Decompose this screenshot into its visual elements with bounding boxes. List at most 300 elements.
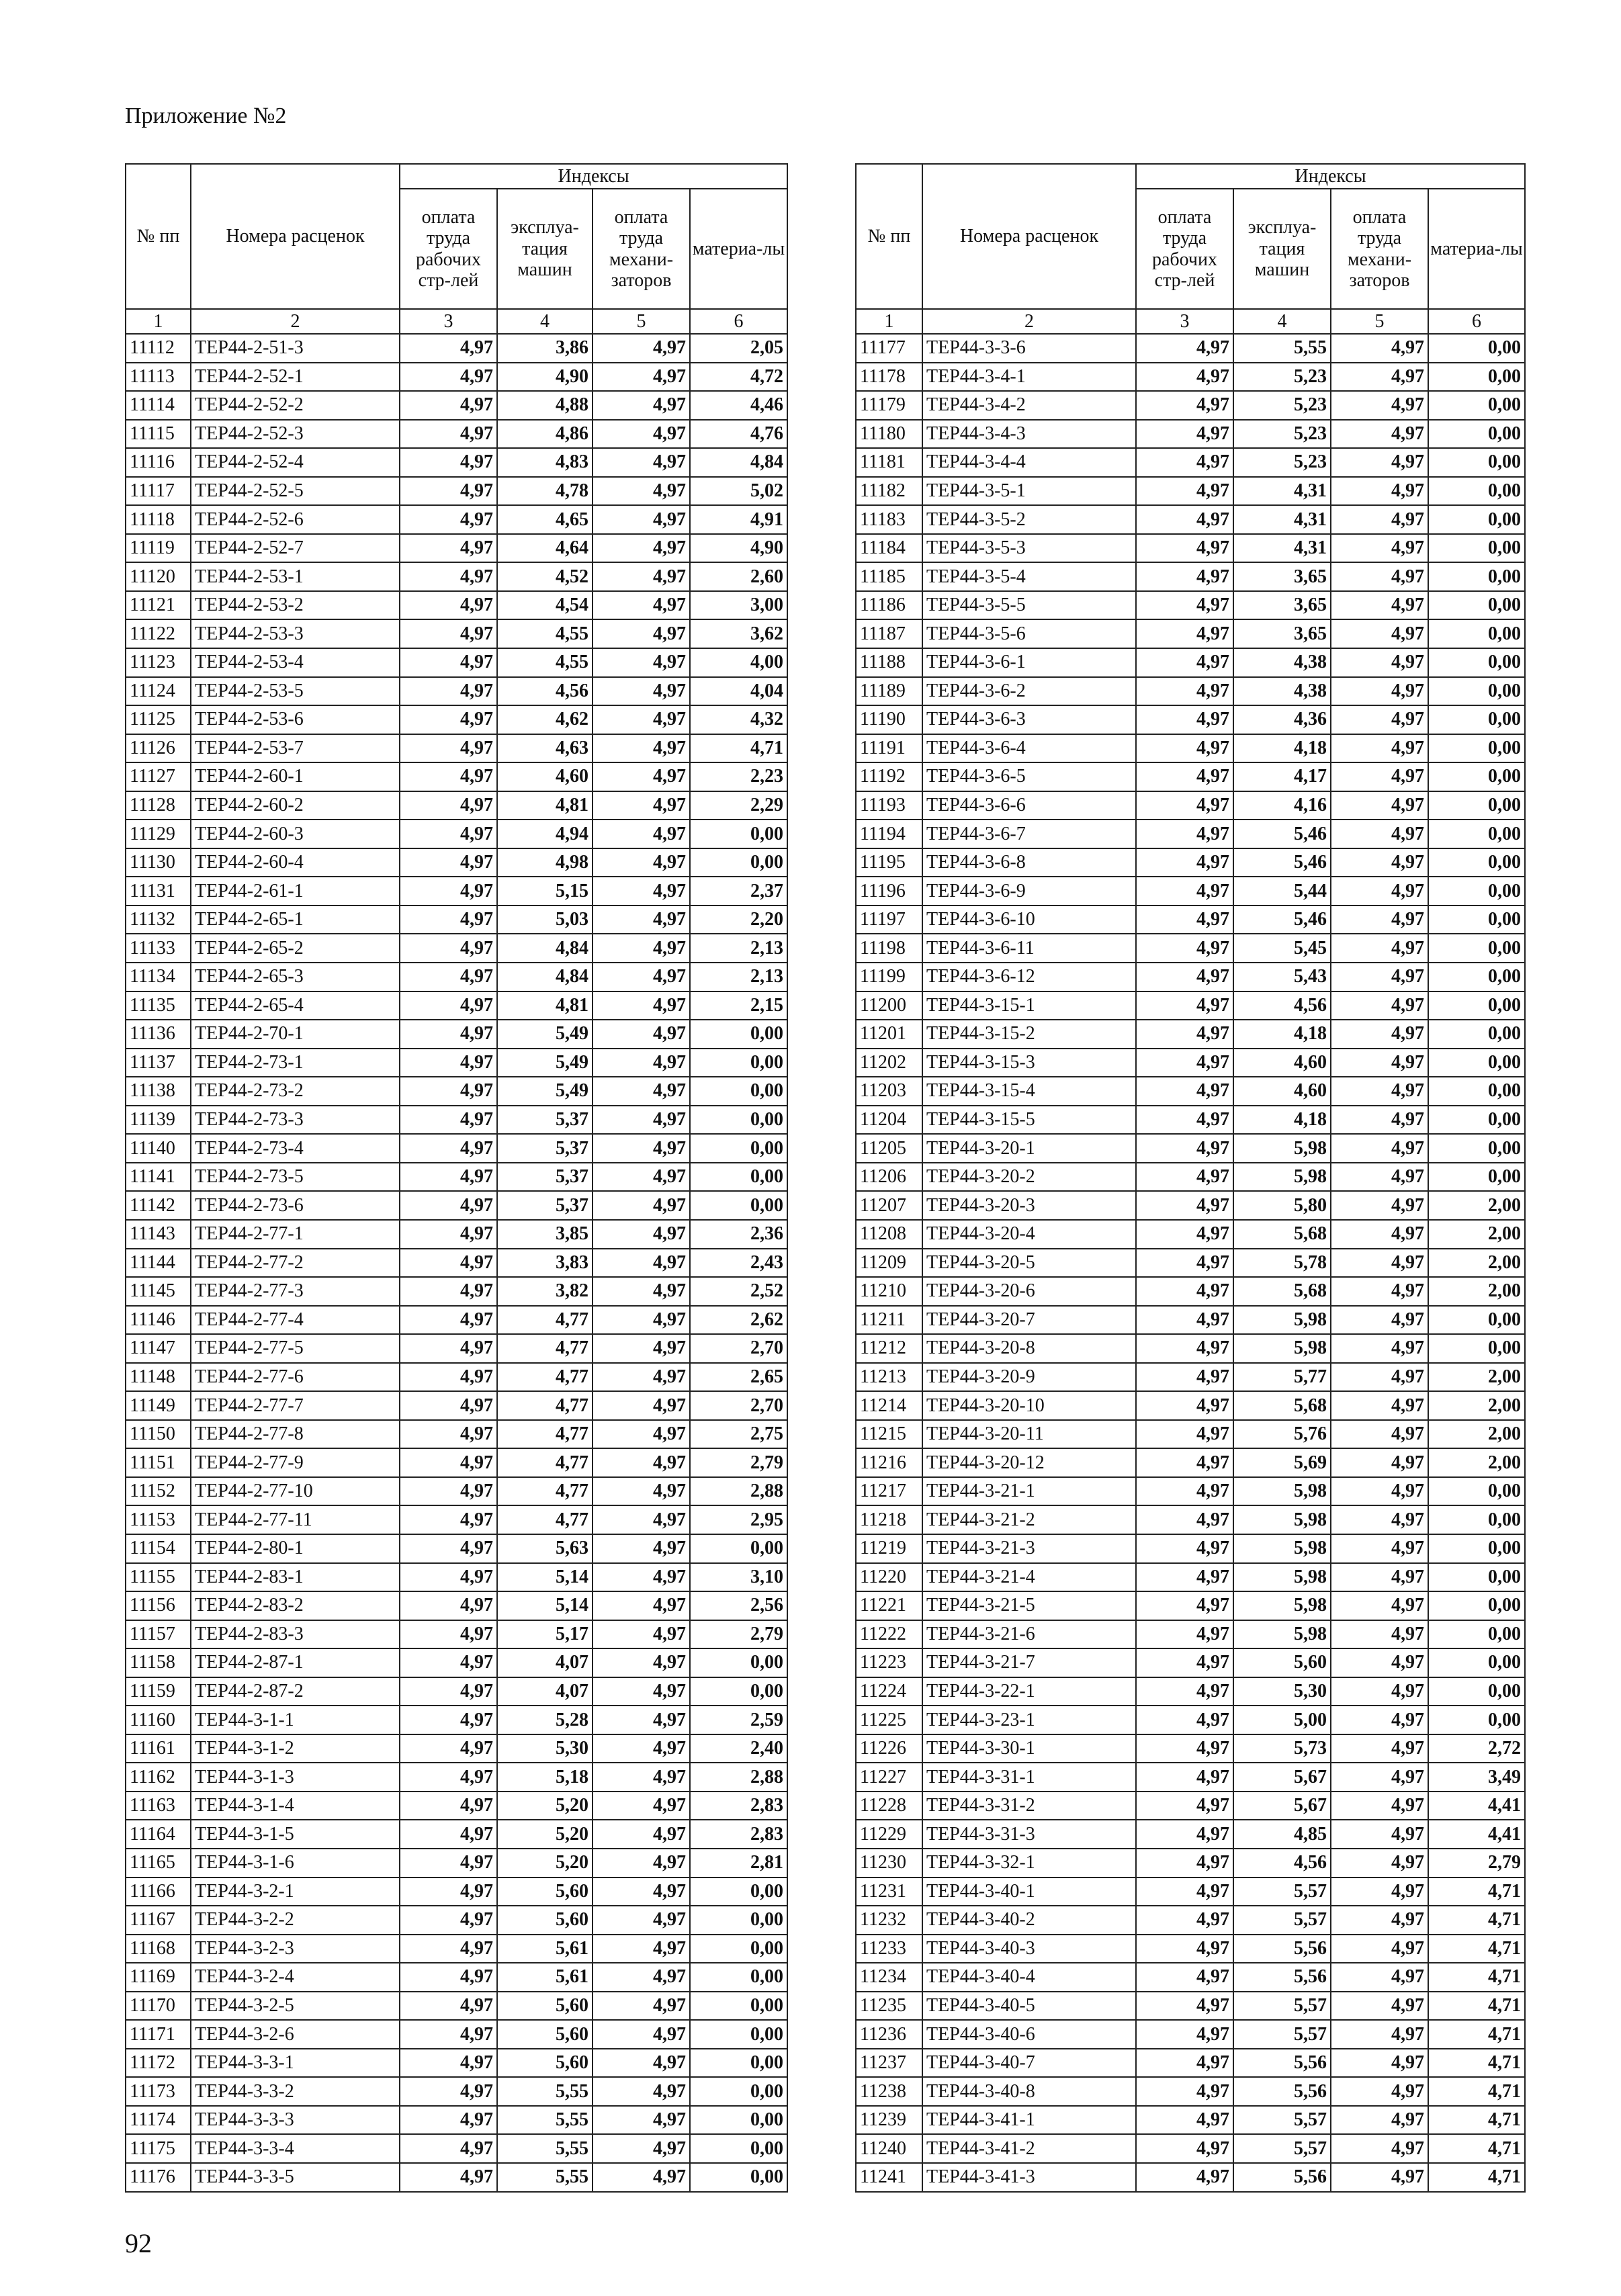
machines-index: 4,77 [497, 1363, 593, 1392]
rate-code: ТЕР44-3-41-3 [922, 2163, 1136, 2192]
rate-code: ТЕР44-3-20-1 [922, 1134, 1136, 1163]
rate-code: ТЕР44-2-52-2 [191, 391, 400, 420]
materials-index: 4,71 [1428, 1935, 1525, 1963]
table-row [126, 1820, 787, 1849]
table-row [126, 2077, 787, 2106]
machines-index: 5,00 [1233, 1706, 1331, 1734]
column-number: 2 [191, 309, 400, 334]
row-number: 11147 [126, 1334, 191, 1363]
materials-index: 0,00 [1428, 734, 1525, 763]
table-row [856, 1648, 1525, 1677]
table-row [126, 991, 787, 1020]
rate-code: ТЕР44-3-5-3 [922, 534, 1136, 563]
labor-index: 4,97 [400, 791, 497, 820]
operators-index: 4,97 [1331, 1306, 1428, 1335]
rate-code: ТЕР44-3-31-1 [922, 1763, 1136, 1792]
labor-index: 4,97 [1136, 1306, 1233, 1335]
labor-index: 4,97 [1136, 1591, 1233, 1620]
table-row [856, 1249, 1525, 1278]
rate-code: ТЕР44-2-77-9 [191, 1448, 400, 1477]
table-row [126, 2049, 787, 2078]
machines-index: 5,98 [1233, 1334, 1331, 1363]
materials-index: 0,00 [690, 1935, 787, 1963]
row-number: 11241 [856, 2163, 922, 2192]
labor-index: 4,97 [400, 1249, 497, 1278]
row-number: 11112 [126, 334, 191, 363]
table-row [126, 1620, 787, 1649]
row-number: 11194 [856, 820, 922, 848]
materials-index: 0,00 [1428, 820, 1525, 848]
materials-index: 0,00 [1428, 562, 1525, 591]
table-row [126, 1992, 787, 2021]
operators-index: 4,97 [593, 1792, 690, 1820]
operators-index: 4,97 [593, 1878, 690, 1906]
operators-index: 4,97 [593, 877, 690, 906]
operators-index: 4,97 [1331, 1134, 1428, 1163]
machines-index: 5,68 [1233, 1391, 1331, 1420]
rate-code: ТЕР44-3-1-3 [191, 1763, 400, 1792]
table-row [126, 734, 787, 763]
rate-code: ТЕР44-3-2-5 [191, 1992, 400, 2021]
operators-index: 4,97 [1331, 963, 1428, 991]
operators-index: 4,97 [593, 1391, 690, 1420]
rate-code: ТЕР44-3-40-5 [922, 1992, 1136, 2021]
rate-code: ТЕР44-2-77-2 [191, 1249, 400, 1278]
row-number: 11182 [856, 477, 922, 506]
row-number: 11204 [856, 1106, 922, 1135]
table-row [126, 505, 787, 534]
row-number: 11209 [856, 1249, 922, 1278]
operators-index: 4,97 [593, 1820, 690, 1849]
rate-code: ТЕР44-3-41-1 [922, 2106, 1136, 2135]
row-number: 11130 [126, 848, 191, 877]
rate-code: ТЕР44-2-73-6 [191, 1191, 400, 1220]
table-row [856, 1820, 1525, 1849]
materials-index: 0,00 [1428, 1049, 1525, 1077]
table-row [126, 1591, 787, 1620]
materials-index: 0,00 [1428, 334, 1525, 363]
machines-index: 5,23 [1233, 420, 1331, 449]
machines-index: 5,55 [497, 2077, 593, 2106]
row-number: 11126 [126, 734, 191, 763]
table-row [126, 762, 787, 791]
labor-index: 4,97 [400, 1106, 497, 1135]
table-row [126, 1763, 787, 1792]
materials-index: 0,00 [1428, 963, 1525, 991]
rate-code: ТЕР44-3-6-8 [922, 848, 1136, 877]
machines-index: 4,38 [1233, 677, 1331, 706]
operators-index: 4,97 [1331, 1163, 1428, 1192]
machines-index: 5,60 [497, 2020, 593, 2049]
table-row [856, 1734, 1525, 1763]
materials-index: 0,00 [690, 1963, 787, 1992]
table-row [126, 791, 787, 820]
row-number: 11139 [126, 1106, 191, 1135]
materials-index: 0,00 [1428, 1677, 1525, 1706]
table-row [856, 1448, 1525, 1477]
operators-index: 4,97 [1331, 1448, 1428, 1477]
materials-index: 2,95 [690, 1505, 787, 1534]
rate-code: ТЕР44-2-77-7 [191, 1391, 400, 1420]
machines-index: 3,86 [497, 334, 593, 363]
labor-index: 4,97 [400, 619, 497, 648]
machines-index: 5,55 [1233, 334, 1331, 363]
rate-code: ТЕР44-2-53-7 [191, 734, 400, 763]
operators-index: 4,97 [593, 1620, 690, 1649]
rate-code: ТЕР44-3-5-6 [922, 619, 1136, 648]
operators-index: 4,97 [1331, 1620, 1428, 1649]
table-row [126, 1391, 787, 1420]
table-row [126, 1363, 787, 1392]
rate-code: ТЕР44-2-70-1 [191, 1020, 400, 1049]
materials-index: 4,72 [690, 363, 787, 392]
table-row [856, 1334, 1525, 1363]
labor-index: 4,97 [400, 448, 497, 477]
operators-index: 4,97 [1331, 1077, 1428, 1106]
table-row [856, 2163, 1525, 2192]
labor-index: 4,97 [1136, 1448, 1233, 1477]
row-number: 11156 [126, 1591, 191, 1620]
materials-index: 0,00 [1428, 1648, 1525, 1677]
rate-code: ТЕР44-3-40-2 [922, 1906, 1136, 1935]
row-number: 11170 [126, 1992, 191, 2021]
header-materials: материа-лы [690, 189, 787, 309]
rate-code: ТЕР44-3-23-1 [922, 1706, 1136, 1734]
labor-index: 4,97 [1136, 677, 1233, 706]
machines-index: 5,68 [1233, 1277, 1331, 1306]
rate-code: ТЕР44-3-4-3 [922, 420, 1136, 449]
rates-rows-right [856, 334, 1525, 2192]
rate-code: ТЕР44-2-77-6 [191, 1363, 400, 1392]
rate-code: ТЕР44-2-53-3 [191, 619, 400, 648]
labor-index: 4,97 [1136, 591, 1233, 620]
labor-index: 4,97 [1136, 420, 1233, 449]
machines-index: 4,65 [497, 505, 593, 534]
rate-code: ТЕР44-2-87-2 [191, 1677, 400, 1706]
rate-code: ТЕР44-2-77-10 [191, 1477, 400, 1506]
machines-index: 4,86 [497, 420, 593, 449]
materials-index: 4,41 [1428, 1792, 1525, 1820]
operators-index: 4,97 [593, 1363, 690, 1392]
table-row [126, 391, 787, 420]
operators-index: 4,97 [1331, 877, 1428, 906]
rate-code: ТЕР44-3-1-5 [191, 1820, 400, 1849]
labor-index: 4,97 [400, 762, 497, 791]
labor-index: 4,97 [400, 591, 497, 620]
table-row [856, 1677, 1525, 1706]
rate-code: ТЕР44-3-5-1 [922, 477, 1136, 506]
rate-code: ТЕР44-2-53-2 [191, 591, 400, 620]
table-row [126, 1648, 787, 1677]
row-number: 11203 [856, 1077, 922, 1106]
row-number: 11172 [126, 2049, 191, 2078]
rate-code: ТЕР44-3-2-3 [191, 1935, 400, 1963]
materials-index: 0,00 [1428, 991, 1525, 1020]
rate-code: ТЕР44-3-3-2 [191, 2077, 400, 2106]
rate-code: ТЕР44-3-1-4 [191, 1792, 400, 1820]
row-number: 11123 [126, 648, 191, 677]
operators-index: 4,97 [593, 1277, 690, 1306]
operators-index: 4,97 [593, 363, 690, 392]
labor-index: 4,97 [1136, 1620, 1233, 1649]
labor-index: 4,97 [1136, 791, 1233, 820]
materials-index: 2,00 [1428, 1277, 1525, 1306]
materials-index: 0,00 [690, 2077, 787, 2106]
machines-index: 3,83 [497, 1249, 593, 1278]
machines-index: 3,65 [1233, 562, 1331, 591]
rate-code: ТЕР44-3-5-4 [922, 562, 1136, 591]
machines-index: 5,30 [497, 1734, 593, 1763]
machines-index: 4,60 [1233, 1077, 1331, 1106]
rate-code: ТЕР44-3-6-4 [922, 734, 1136, 763]
materials-index: 2,52 [690, 1277, 787, 1306]
machines-index: 5,98 [1233, 1477, 1331, 1506]
table-row [856, 1935, 1525, 1963]
rate-code: ТЕР44-2-52-3 [191, 420, 400, 449]
row-number: 11215 [856, 1420, 922, 1449]
row-number: 11155 [126, 1563, 191, 1592]
materials-index: 2,00 [1428, 1191, 1525, 1220]
labor-index: 4,97 [400, 1306, 497, 1335]
materials-index: 2,75 [690, 1420, 787, 1449]
row-number: 11210 [856, 1277, 922, 1306]
row-number: 11167 [126, 1906, 191, 1935]
machines-index: 5,98 [1233, 1534, 1331, 1563]
materials-index: 0,00 [1428, 906, 1525, 934]
materials-index: 2,83 [690, 1820, 787, 1849]
operators-index: 4,97 [593, 1677, 690, 1706]
table-row [126, 1734, 787, 1763]
row-number: 11121 [126, 591, 191, 620]
machines-index: 4,18 [1233, 1020, 1331, 1049]
machines-index: 5,49 [497, 1020, 593, 1049]
machines-index: 5,43 [1233, 963, 1331, 991]
row-number: 11144 [126, 1249, 191, 1278]
rate-code: ТЕР44-3-15-2 [922, 1020, 1136, 1049]
table-row [126, 1077, 787, 1106]
row-number: 11160 [126, 1706, 191, 1734]
machines-index: 5,30 [1233, 1677, 1331, 1706]
table-row [856, 1077, 1525, 1106]
rate-code: ТЕР44-3-20-2 [922, 1163, 1136, 1192]
row-number: 11186 [856, 591, 922, 620]
table-row [856, 2049, 1525, 2078]
operators-index: 4,97 [593, 1134, 690, 1163]
machines-index: 4,77 [497, 1391, 593, 1420]
materials-index: 4,84 [690, 448, 787, 477]
labor-index: 4,97 [1136, 1563, 1233, 1592]
machines-index: 4,07 [497, 1648, 593, 1677]
row-number: 11198 [856, 934, 922, 963]
machines-index: 4,98 [497, 848, 593, 877]
labor-index: 4,97 [1136, 2077, 1233, 2106]
header-labor: оплата труда рабочих стр-лей [400, 189, 497, 309]
materials-index: 0,00 [1428, 1020, 1525, 1049]
rate-code: ТЕР44-3-21-6 [922, 1620, 1136, 1649]
rate-code: ТЕР44-2-73-1 [191, 1049, 400, 1077]
machines-index: 4,56 [1233, 1849, 1331, 1878]
materials-index: 3,10 [690, 1563, 787, 1592]
table-row [126, 1163, 787, 1192]
rate-code: ТЕР44-3-20-11 [922, 1420, 1136, 1449]
row-number: 11142 [126, 1191, 191, 1220]
rate-code: ТЕР44-3-6-6 [922, 791, 1136, 820]
row-number: 11137 [126, 1049, 191, 1077]
materials-index: 0,00 [1428, 363, 1525, 392]
labor-index: 4,97 [1136, 2049, 1233, 2078]
labor-index: 4,97 [400, 1648, 497, 1677]
column-number: 1 [856, 309, 922, 334]
labor-index: 4,97 [400, 991, 497, 1020]
labor-index: 4,97 [400, 1849, 497, 1878]
labor-index: 4,97 [400, 1706, 497, 1734]
rate-code: ТЕР44-2-52-4 [191, 448, 400, 477]
rate-code: ТЕР44-3-6-1 [922, 648, 1136, 677]
row-number: 11187 [856, 619, 922, 648]
materials-index: 4,71 [1428, 1992, 1525, 2021]
row-number: 11171 [126, 2020, 191, 2049]
operators-index: 4,97 [1331, 934, 1428, 963]
table-row [126, 1563, 787, 1592]
table-row [126, 820, 787, 848]
materials-index: 2,43 [690, 1249, 787, 1278]
materials-index: 2,56 [690, 1591, 787, 1620]
machines-index: 3,82 [497, 1277, 593, 1306]
row-number: 11201 [856, 1020, 922, 1049]
row-number: 11217 [856, 1477, 922, 1506]
materials-index: 2,70 [690, 1391, 787, 1420]
operators-index: 4,97 [593, 591, 690, 620]
machines-index: 5,78 [1233, 1249, 1331, 1278]
operators-index: 4,97 [1331, 1363, 1428, 1392]
row-number: 11229 [856, 1820, 922, 1849]
machines-index: 5,56 [1233, 2049, 1331, 2078]
rate-code: ТЕР44-2-73-5 [191, 1163, 400, 1192]
operators-index: 4,97 [593, 705, 690, 734]
materials-index: 4,46 [690, 391, 787, 420]
rate-code: ТЕР44-3-22-1 [922, 1677, 1136, 1706]
materials-index: 0,00 [690, 2020, 787, 2049]
operators-index: 4,97 [1331, 848, 1428, 877]
machines-index: 4,56 [497, 677, 593, 706]
operators-index: 4,97 [593, 2049, 690, 2078]
table-row [856, 1420, 1525, 1449]
operators-index: 4,97 [1331, 1963, 1428, 1992]
table-row [856, 334, 1525, 363]
table-row [126, 1677, 787, 1706]
operators-index: 4,97 [1331, 648, 1428, 677]
table-row [126, 1935, 787, 1963]
materials-index: 4,32 [690, 705, 787, 734]
materials-index: 2,72 [1428, 1734, 1525, 1763]
table-row [126, 562, 787, 591]
machines-index: 5,80 [1233, 1191, 1331, 1220]
rate-code: ТЕР44-3-3-4 [191, 2134, 400, 2163]
operators-index: 4,97 [1331, 534, 1428, 563]
machines-index: 4,64 [497, 534, 593, 563]
operators-index: 4,97 [593, 1049, 690, 1077]
materials-index: 2,15 [690, 991, 787, 1020]
table-row [856, 1620, 1525, 1649]
operators-index: 4,97 [1331, 906, 1428, 934]
row-number: 11223 [856, 1648, 922, 1677]
labor-index: 4,97 [1136, 391, 1233, 420]
rate-code: ТЕР44-3-6-5 [922, 762, 1136, 791]
rate-code: ТЕР44-2-65-3 [191, 963, 400, 991]
operators-index: 4,97 [1331, 791, 1428, 820]
materials-index: 2,65 [690, 1363, 787, 1392]
labor-index: 4,97 [400, 2049, 497, 2078]
labor-index: 4,97 [1136, 2106, 1233, 2135]
rate-code: ТЕР44-3-3-3 [191, 2106, 400, 2135]
table-row [856, 2077, 1525, 2106]
labor-index: 4,97 [400, 2163, 497, 2192]
operators-index: 4,97 [1331, 1792, 1428, 1820]
labor-index: 4,97 [400, 1763, 497, 1792]
header-machines: эксплуа-тация машин [1233, 189, 1331, 309]
row-number: 11231 [856, 1878, 922, 1906]
row-number: 11129 [126, 820, 191, 848]
rate-code: ТЕР44-3-3-6 [922, 334, 1136, 363]
rate-code: ТЕР44-2-60-1 [191, 762, 400, 791]
table-row [856, 1306, 1525, 1335]
operators-index: 4,97 [1331, 1249, 1428, 1278]
materials-index: 5,02 [690, 477, 787, 506]
operators-index: 4,97 [593, 562, 690, 591]
rate-code: ТЕР44-3-40-3 [922, 1935, 1136, 1963]
table-row [126, 1020, 787, 1049]
operators-index: 4,97 [593, 619, 690, 648]
table-row [856, 1763, 1525, 1792]
labor-index: 4,97 [1136, 1906, 1233, 1935]
rate-code: ТЕР44-3-40-6 [922, 2020, 1136, 2049]
labor-index: 4,97 [400, 705, 497, 734]
table-row [856, 1020, 1525, 1049]
table-row [856, 1277, 1525, 1306]
row-number: 11149 [126, 1391, 191, 1420]
materials-index: 0,00 [1428, 1077, 1525, 1106]
rate-code: ТЕР44-3-20-8 [922, 1334, 1136, 1363]
rate-code: ТЕР44-3-20-3 [922, 1191, 1136, 1220]
table-row [856, 1391, 1525, 1420]
materials-index: 0,00 [1428, 477, 1525, 506]
materials-index: 0,00 [1428, 1563, 1525, 1592]
operators-index: 4,97 [593, 791, 690, 820]
machines-index: 3,85 [497, 1220, 593, 1249]
materials-index: 0,00 [1428, 591, 1525, 620]
table-row [126, 363, 787, 392]
row-number: 11131 [126, 877, 191, 906]
rate-code: ТЕР44-2-60-4 [191, 848, 400, 877]
operators-index: 4,97 [593, 1591, 690, 1620]
operators-index: 4,97 [593, 648, 690, 677]
row-number: 11216 [856, 1448, 922, 1477]
machines-index: 4,77 [497, 1505, 593, 1534]
machines-index: 4,31 [1233, 477, 1331, 506]
operators-index: 4,97 [593, 1191, 690, 1220]
table-row [856, 648, 1525, 677]
materials-index: 0,00 [1428, 534, 1525, 563]
machines-index: 4,77 [497, 1477, 593, 1506]
row-number: 11145 [126, 1277, 191, 1306]
row-number: 11173 [126, 2077, 191, 2106]
machines-index: 4,77 [497, 1334, 593, 1363]
row-number: 11195 [856, 848, 922, 877]
operators-index: 4,97 [593, 1505, 690, 1534]
materials-index: 4,91 [690, 505, 787, 534]
row-number: 11192 [856, 762, 922, 791]
row-number: 11148 [126, 1363, 191, 1392]
